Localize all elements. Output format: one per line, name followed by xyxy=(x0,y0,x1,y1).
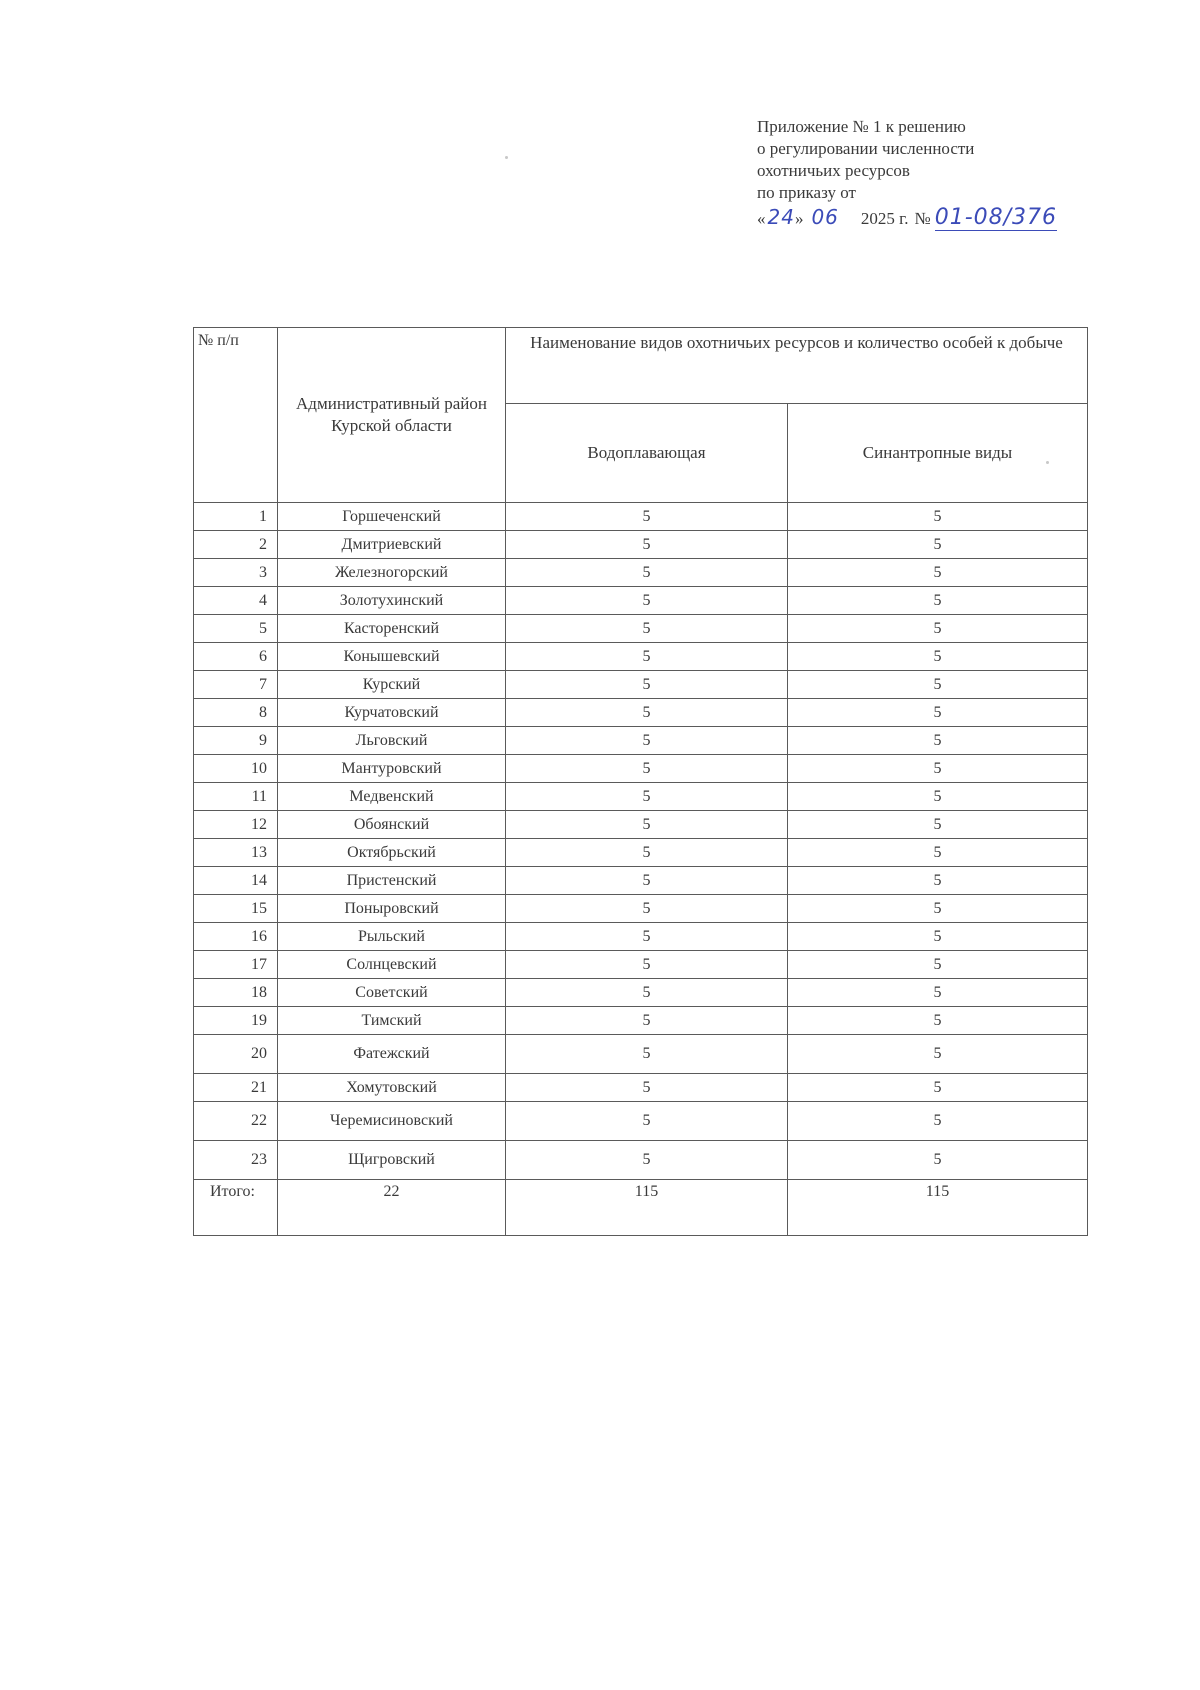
row-number: 3 xyxy=(194,559,278,587)
handwritten-day: 24 xyxy=(767,205,795,229)
table-row xyxy=(194,531,1088,559)
row-district: Касторенский xyxy=(278,615,506,643)
row-district: Обоянский xyxy=(278,811,506,839)
row-synanthropic-count: 5 xyxy=(788,587,1088,615)
table-row xyxy=(194,1007,1088,1035)
total-waterfowl: 115 xyxy=(506,1180,788,1236)
table-row xyxy=(194,1074,1088,1102)
row-waterfowl-count: 5 xyxy=(506,951,788,979)
row-district: Фатежский xyxy=(278,1035,506,1074)
row-district: Октябрьский xyxy=(278,839,506,867)
row-synanthropic-count: 5 xyxy=(788,755,1088,783)
row-synanthropic-count: 5 xyxy=(788,503,1088,531)
appendix-subject-line: о регулировании численности xyxy=(757,139,975,158)
row-number: 10 xyxy=(194,755,278,783)
row-waterfowl-count: 5 xyxy=(506,895,788,923)
table-row xyxy=(194,783,1088,811)
table-row xyxy=(194,643,1088,671)
row-waterfowl-count: 5 xyxy=(506,1007,788,1035)
row-waterfowl-count: 5 xyxy=(506,1074,788,1102)
row-waterfowl-count: 5 xyxy=(506,615,788,643)
row-district: Солнцевский xyxy=(278,951,506,979)
row-waterfowl-count: 5 xyxy=(506,643,788,671)
row-number: 1 xyxy=(194,503,278,531)
row-number: 18 xyxy=(194,979,278,1007)
row-waterfowl-count: 5 xyxy=(506,979,788,1007)
row-district: Золотухинский xyxy=(278,587,506,615)
table-row xyxy=(194,615,1088,643)
row-number: 5 xyxy=(194,615,278,643)
table-row xyxy=(194,811,1088,839)
row-number: 7 xyxy=(194,671,278,699)
row-district: Курский xyxy=(278,671,506,699)
row-district: Пристенский xyxy=(278,867,506,895)
row-district: Медвенский xyxy=(278,783,506,811)
table-total-row xyxy=(194,1180,1088,1236)
header-species-group: Наименование видов охотничьих ресурсов и количество особей к добыче xyxy=(506,328,1088,404)
row-waterfowl-count: 5 xyxy=(506,755,788,783)
row-waterfowl-count: 5 xyxy=(506,783,788,811)
row-number: 12 xyxy=(194,811,278,839)
header-waterfowl: Водоплавающая xyxy=(506,404,788,503)
row-number: 21 xyxy=(194,1074,278,1102)
handwritten-month: 06 xyxy=(811,205,839,229)
handwritten-order-number: 01-08/376 xyxy=(934,205,1058,230)
row-synanthropic-count: 5 xyxy=(788,699,1088,727)
header-number: № п/п xyxy=(194,328,278,503)
appendix-order-line: по приказу от xyxy=(757,183,856,202)
row-waterfowl-count: 5 xyxy=(506,839,788,867)
row-number: 9 xyxy=(194,727,278,755)
row-district: Конышевский xyxy=(278,643,506,671)
row-district: Курчатовский xyxy=(278,699,506,727)
order-year: 2025 г. xyxy=(860,209,909,228)
table-row xyxy=(194,559,1088,587)
row-district: Черемисиновский xyxy=(278,1102,506,1141)
row-synanthropic-count: 5 xyxy=(788,671,1088,699)
table-header-row xyxy=(194,328,1088,404)
row-number: 20 xyxy=(194,1035,278,1074)
row-synanthropic-count: 5 xyxy=(788,923,1088,951)
table-row xyxy=(194,671,1088,699)
row-number: 22 xyxy=(194,1102,278,1141)
row-waterfowl-count: 5 xyxy=(506,1035,788,1074)
appendix-subject-line: охотничьих ресурсов xyxy=(757,161,910,180)
row-district: Тимский xyxy=(278,1007,506,1035)
row-district: Дмитриевский xyxy=(278,531,506,559)
row-synanthropic-count: 5 xyxy=(788,979,1088,1007)
row-waterfowl-count: 5 xyxy=(506,923,788,951)
table-row xyxy=(194,867,1088,895)
table-row xyxy=(194,839,1088,867)
row-district: Горшеченский xyxy=(278,503,506,531)
row-synanthropic-count: 5 xyxy=(788,867,1088,895)
table-row xyxy=(194,727,1088,755)
row-waterfowl-count: 5 xyxy=(506,699,788,727)
order-date-number-line xyxy=(757,206,1077,234)
row-waterfowl-count: 5 xyxy=(506,1102,788,1141)
table-row xyxy=(194,503,1088,531)
table-row xyxy=(194,1102,1088,1141)
row-district: Советский xyxy=(278,979,506,1007)
row-number: 2 xyxy=(194,531,278,559)
row-synanthropic-count: 5 xyxy=(788,839,1088,867)
row-district: Щигровский xyxy=(278,1141,506,1180)
row-waterfowl-count: 5 xyxy=(506,587,788,615)
row-synanthropic-count: 5 xyxy=(788,727,1088,755)
row-number: 11 xyxy=(194,783,278,811)
row-number: 23 xyxy=(194,1141,278,1180)
row-synanthropic-count: 5 xyxy=(788,643,1088,671)
row-district: Мантуровский xyxy=(278,755,506,783)
total-district-count: 22 xyxy=(278,1180,506,1236)
table-row xyxy=(194,755,1088,783)
row-number: 8 xyxy=(194,699,278,727)
row-synanthropic-count: 5 xyxy=(788,895,1088,923)
row-number: 6 xyxy=(194,643,278,671)
row-synanthropic-count: 5 xyxy=(788,783,1088,811)
row-district: Железногорский xyxy=(278,559,506,587)
row-district: Поныровский xyxy=(278,895,506,923)
row-synanthropic-count: 5 xyxy=(788,615,1088,643)
table-row xyxy=(194,923,1088,951)
row-number: 13 xyxy=(194,839,278,867)
table-row xyxy=(194,1141,1088,1180)
row-district: Хомутовский xyxy=(278,1074,506,1102)
row-synanthropic-count: 5 xyxy=(788,1102,1088,1141)
table-row xyxy=(194,587,1088,615)
table-row xyxy=(194,1035,1088,1074)
hunting-quota-table xyxy=(193,327,1088,1236)
row-number: 4 xyxy=(194,587,278,615)
total-label: Итого: xyxy=(194,1180,278,1236)
scan-speck xyxy=(505,156,508,159)
row-synanthropic-count: 5 xyxy=(788,1141,1088,1180)
row-synanthropic-count: 5 xyxy=(788,1035,1088,1074)
quote-close: » xyxy=(794,209,804,228)
row-number: 16 xyxy=(194,923,278,951)
header-district: Административный район Курской области xyxy=(278,328,506,503)
appendix-header xyxy=(757,116,1077,234)
total-synanthropic: 115 xyxy=(788,1180,1088,1236)
header-synanthropic: Синантропные виды xyxy=(788,404,1088,503)
row-synanthropic-count: 5 xyxy=(788,559,1088,587)
row-waterfowl-count: 5 xyxy=(506,1141,788,1180)
row-waterfowl-count: 5 xyxy=(506,671,788,699)
row-waterfowl-count: 5 xyxy=(506,867,788,895)
row-number: 14 xyxy=(194,867,278,895)
table-row xyxy=(194,951,1088,979)
row-waterfowl-count: 5 xyxy=(506,503,788,531)
row-synanthropic-count: 5 xyxy=(788,951,1088,979)
row-number: 19 xyxy=(194,1007,278,1035)
row-district: Льговский xyxy=(278,727,506,755)
row-district: Рыльский xyxy=(278,923,506,951)
row-synanthropic-count: 5 xyxy=(788,531,1088,559)
row-waterfowl-count: 5 xyxy=(506,811,788,839)
row-number: 15 xyxy=(194,895,278,923)
row-synanthropic-count: 5 xyxy=(788,1007,1088,1035)
table-row xyxy=(194,699,1088,727)
number-sign: № xyxy=(914,209,931,228)
row-synanthropic-count: 5 xyxy=(788,811,1088,839)
row-waterfowl-count: 5 xyxy=(506,531,788,559)
row-waterfowl-count: 5 xyxy=(506,727,788,755)
table-row xyxy=(194,979,1088,1007)
table-row xyxy=(194,895,1088,923)
row-synanthropic-count: 5 xyxy=(788,1074,1088,1102)
appendix-title: Приложение № 1 к решению xyxy=(757,117,966,136)
row-waterfowl-count: 5 xyxy=(506,559,788,587)
quote-open: « xyxy=(757,209,766,228)
row-number: 17 xyxy=(194,951,278,979)
